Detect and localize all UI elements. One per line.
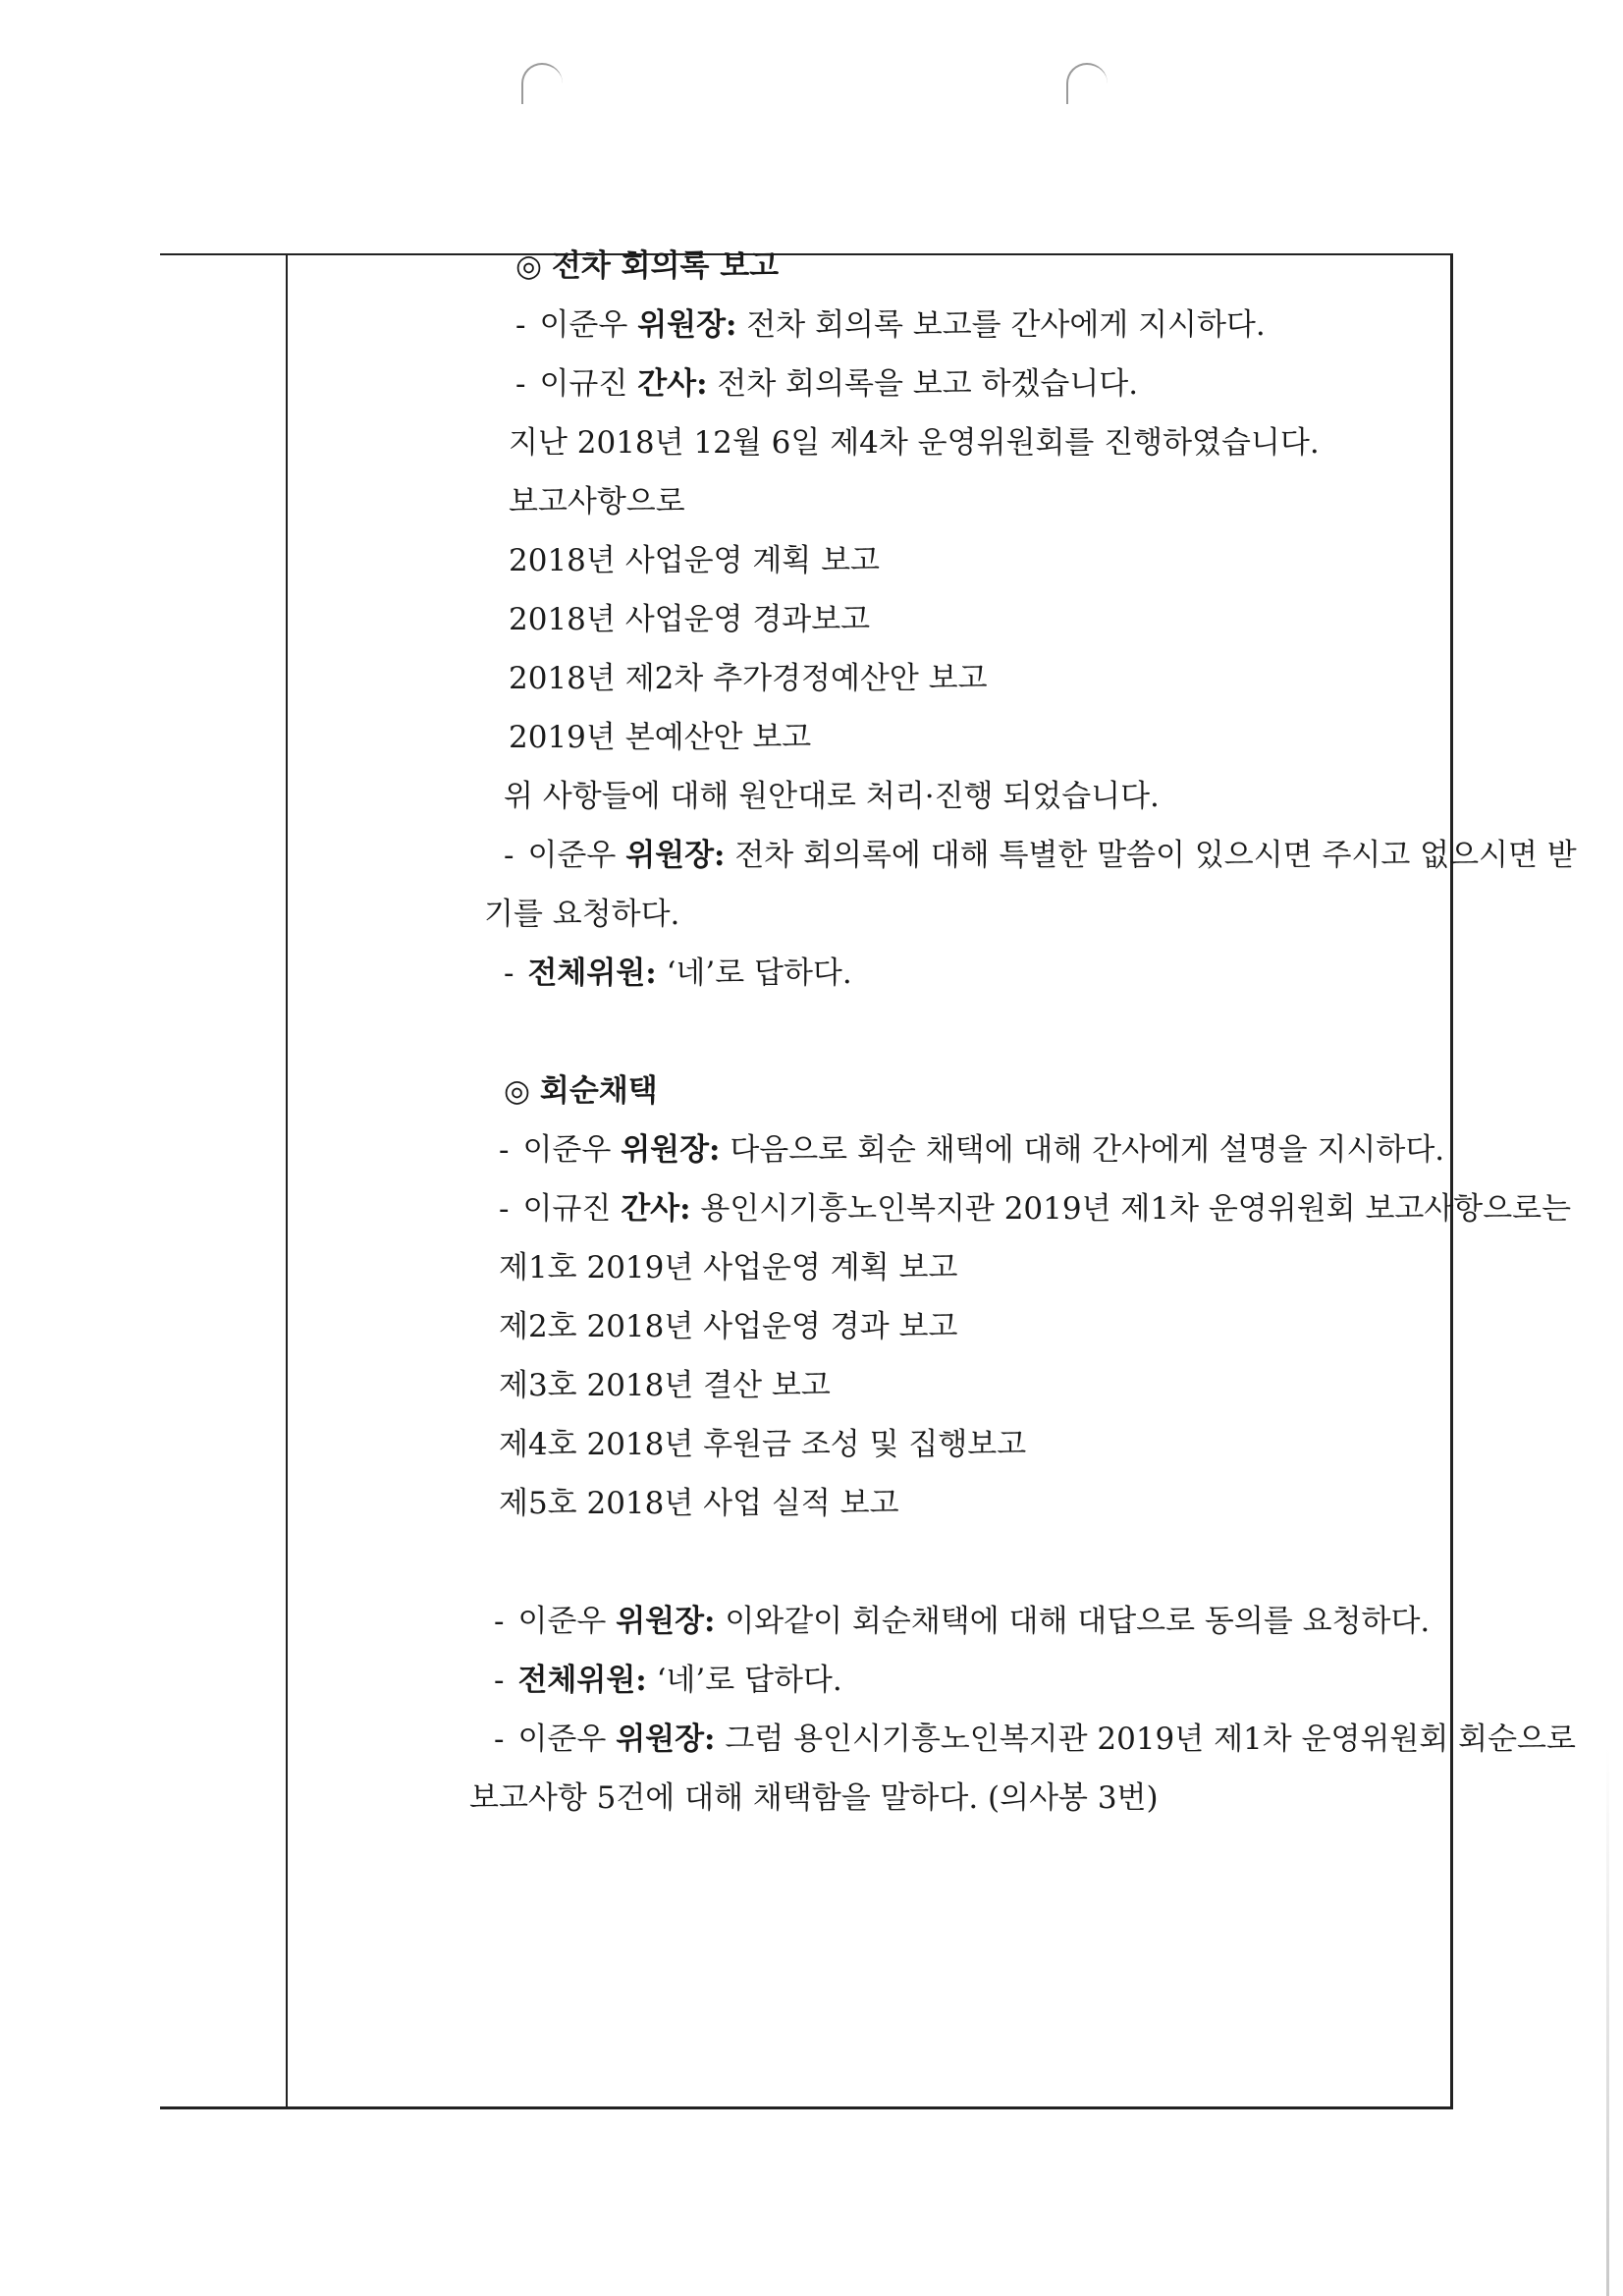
statement-chair-3: - 이준우 위원장: 다음으로 회순 채택에 대해 간사에게 설명을 지시하다. [499,1132,1445,1168]
statement-chair-4: - 이준우 위원장: 이와같이 회순채택에 대해 대답으로 동의를 요청하다. [494,1604,1431,1639]
statement-all-members-2: - 전체위원: ‘네’로 답하다. [494,1663,842,1698]
report-line: 2018년 제2차 추가경정예산안 보고 [509,661,988,696]
bullet-icon: ◎ [504,1073,531,1109]
section-heading-previous-minutes: ◎ 전차 회의록 보고 [515,248,780,284]
record-content-cell [288,248,1577,2106]
section-heading-agenda-adoption: ◎ 회순채택 [504,1073,658,1109]
statement-chair-5: - 이준우 위원장: 그럼 용인시기흥노인복지관 2019년 제1차 운영위원회 회순으로 [494,1722,1576,1757]
agenda-item: 제3호 2018년 결산 보고 [499,1368,831,1403]
bullet-icon: ◎ [515,248,543,284]
scan-edge-shadow [1606,1748,1609,2296]
statement-chair-2-continued: 기를 요청하다. [484,897,680,932]
punch-hole-mark-right [1066,63,1108,104]
report-line: 2019년 본예산안 보고 [509,720,812,755]
punch-hole-mark-left [521,63,563,104]
report-line: 지난 2018년 12월 6일 제4차 운영위원회를 진행하였습니다. [509,425,1320,461]
report-line: 2018년 사업운영 계획 보고 [509,543,880,578]
meeting-record-table [160,248,1577,2109]
agenda-item: 제4호 2018년 후원금 조성 및 집행보고 [499,1427,1027,1462]
statement-chair-5-continued: 보고사항 5건에 대해 채택함을 말하다. (의사봉 3번) [469,1780,1159,1816]
agenda-item: 제2호 2018년 사업운영 경과 보고 [499,1309,958,1344]
report-line: 2018년 사업운영 경과보고 [509,602,871,637]
report-line: 보고사항으로 [509,484,685,519]
statement-chair-2: - 이준우 위원장: 전차 회의록에 대해 특별한 말씀이 있으시면 주시고 없으시면 받 [504,838,1577,873]
agenda-item: 제1호 2019년 사업운영 계획 보고 [499,1250,958,1285]
agenda-item: 제5호 2018년 사업 실적 보고 [499,1486,899,1521]
statement-chair-1: - 이준우 위원장: 전차 회의록 보고를 간사에게 지시하다. [515,307,1266,343]
statement-secretary-1: - 이규진 간사: 전차 회의록을 보고 하겠습니다. [515,366,1139,402]
statement-all-members-1: - 전체위원: ‘네’로 답하다. [504,956,852,991]
statement-secretary-2: - 이규진 간사: 용인시기흥노인복지관 2019년 제1차 운영위원회 보고사항으로는 [499,1191,1572,1227]
record-label-cell [160,255,288,2106]
report-line: 위 사항들에 대해 원안대로 처리·진행 되었습니다. [504,779,1160,814]
